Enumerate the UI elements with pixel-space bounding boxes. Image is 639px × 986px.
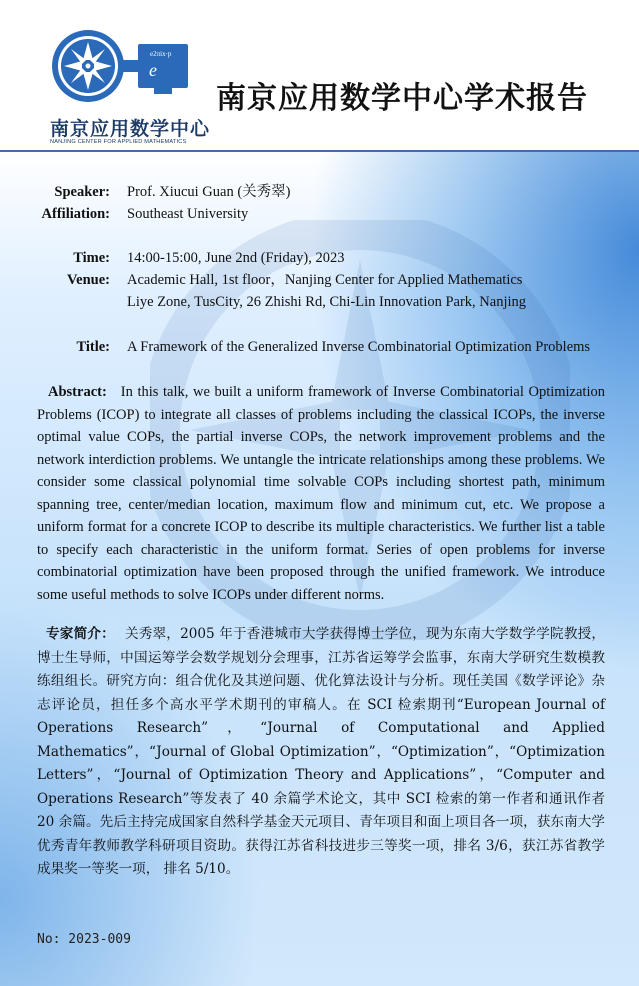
abstract-label: Abstract:	[48, 384, 107, 400]
talk-title-value: A Framework of the Generalized Inverse Combinatorial Optimization Problems	[127, 339, 591, 355]
bio-paragraph	[37, 623, 605, 882]
report-number: No: 2023-009	[37, 932, 131, 947]
speaker-label: Speaker:	[54, 184, 110, 200]
logo-emblem-icon	[50, 28, 200, 112]
affiliation-value: Southeast University	[127, 206, 249, 222]
time-value: 14:00-15:00, June 2nd (Friday), 2023	[127, 250, 345, 266]
bio-text: 关秀翠，2005 年于香港城市大学获得博士学位，现为东南大学数学学院教授，博士生导师，中国运筹学会数学规划分会理事，江苏省运筹学会监事，东南大学研究生数模教练组组长。研究方向：组合优化及其逆问题、优化算法设计与分析。现任美国《数学评论》杂志评论员，担任多个高水平学术期刊的审稿人。在 SCI 检索期刊“European Journal of Operations Research”，“Journal of Computational and Applied Mathematics”，“Journal of Global Optimization”，“Optimization”，“Optimization Letters”，“Journal of Optimization Theory and Applications”，“Computer and Operations Research”等发表了 40 余篇学术论文，其中 SCI 检索的第一作者和通讯作者 20 余篇。先后主持完成国家自然科学基金天元项目、青年项目和面上项目各一项，获东南大学优秀青年教师教学科研项目资助。获得江苏省科技进步三等奖一项，排名 3/6，获江苏省教学成果奖一等奖一项， 排名 5/10。	[37, 626, 605, 877]
logo-chinese-name: 南京应用数学中心	[50, 118, 211, 140]
venue-line-2: Liye Zone, TusCity, 26 Zhishi Rd, Chi-Lin Innovation Park, Nanjing	[127, 294, 527, 310]
svg-text:e: e	[149, 60, 157, 80]
logo-english-name: NANJING CENTER FOR APPLIED MATHEMATICS	[50, 139, 187, 145]
page-title: 南京应用数学中心学术报告	[216, 81, 588, 116]
venue-label: Venue:	[67, 272, 110, 288]
abstract-paragraph	[37, 381, 605, 606]
header-divider	[0, 150, 639, 152]
abstract-text: In this talk, we built a uniform framework of Inverse Combinatorial Optimization Problems (ICOP) to integrate all classes of problems including the classical ICOPs, the inverse optimal value COPs, the partial inverse COPs, the network improvement problems and the network interdiction problems. We untangle the intricate relationships among these problems. We consider some classical polynomial time solvable COPs including shortest path, minimum spanning tree, center/median location, maximum flow and minimum cut, etc. We propose a uniform format for a concrete ICOP to describe its multiple characteristics. We further list a table to specify each characteristic in the uniform format. Series of open problems for inverse combinatorial optimization have been proposed through the unified framework. We introduce some useful methods to solve ICOPs under different norms.	[37, 384, 605, 603]
affiliation-label: Affiliation:	[41, 206, 110, 222]
logo-formula: e2πix·p	[150, 50, 172, 58]
time-label: Time:	[73, 250, 110, 266]
speaker-value: Prof. Xiucui Guan (关秀翠)	[127, 184, 291, 200]
talk-title-label: Title:	[76, 339, 110, 355]
venue-line-1: Academic Hall, 1st floor，Nanjing Center for Applied Mathematics	[127, 272, 523, 288]
bio-label: 专家简介：	[46, 626, 115, 642]
